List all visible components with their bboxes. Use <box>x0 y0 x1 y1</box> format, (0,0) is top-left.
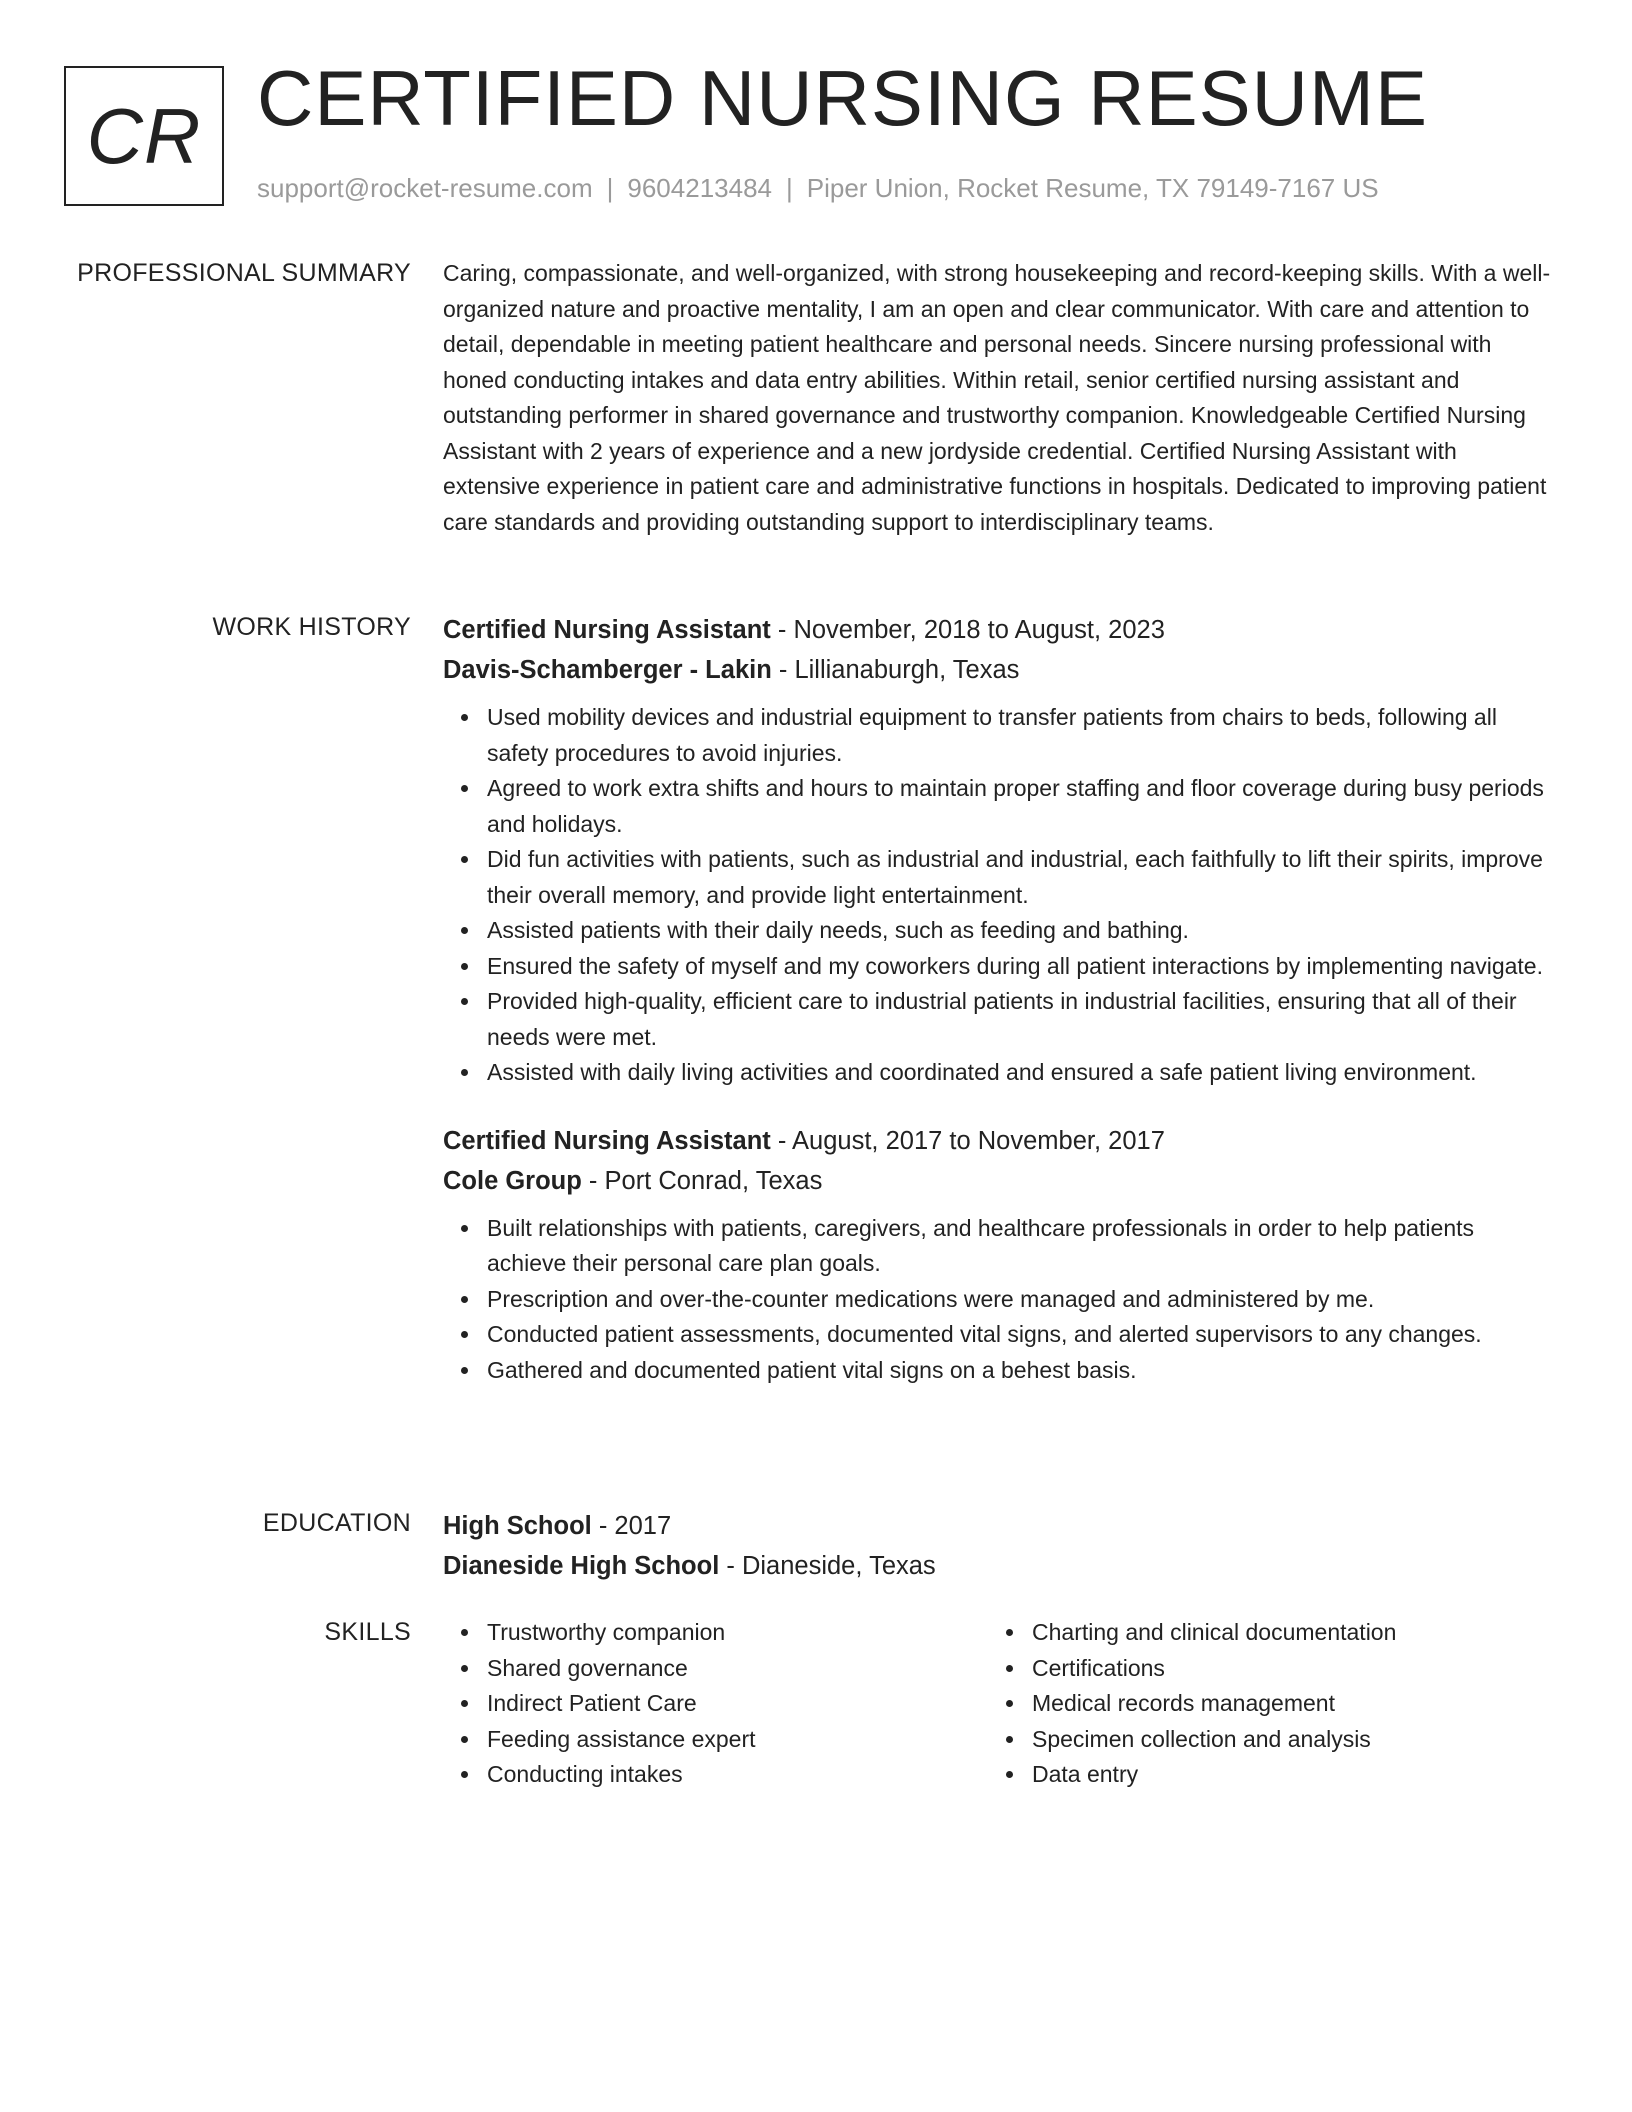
job-title-line <box>443 1121 1553 1161</box>
skill-item: Indirect Patient Care <box>487 1686 988 1722</box>
employer-location: - Port Conrad, Texas <box>581 1166 823 1195</box>
employer-location: - Lillianaburgh, Texas <box>771 656 1020 684</box>
job-bullet: Agreed to work extra shifts and hours to maintain proper staffing and floor coverage during busy periods and holidays. <box>487 771 1553 842</box>
section-label-education: EDUCATION <box>262 1509 411 1537</box>
contact-line <box>257 172 1379 206</box>
contact-separator: | <box>606 173 614 203</box>
skill-item: Specimen collection and analysis <box>1032 1722 1533 1758</box>
skills-column-right <box>988 1615 1533 1793</box>
education-location: - Dianeside, Texas <box>719 1552 936 1580</box>
contact-email: support@rocket-resume.com <box>257 173 593 203</box>
section-label-work-history: WORK HISTORY <box>212 613 411 641</box>
skill-item: Data entry <box>1032 1757 1533 1793</box>
skill-item: Trustworthy companion <box>487 1615 988 1651</box>
skill-item: Charting and clinical documentation <box>1032 1615 1533 1651</box>
job-bullet: Built relationships with patients, caregivers, and healthcare professionals in order to help patients achieve their personal care plan goals. <box>487 1211 1553 1282</box>
job-bullet: Used mobility devices and industrial equipment to transfer patients from chairs to beds, following all safety procedures to avoid injuries. <box>487 700 1553 771</box>
job-dates: - November, 2018 to August, 2023 <box>770 616 1165 644</box>
monogram-box <box>64 66 224 206</box>
job-title: Certified Nursing Assistant <box>443 1126 771 1155</box>
education-degree-line <box>443 1506 1553 1546</box>
skill-item: Medical records management <box>1032 1686 1533 1722</box>
skills-grid <box>443 1615 1553 1793</box>
education-degree: High School <box>443 1512 592 1540</box>
education-year: - 2017 <box>591 1512 672 1540</box>
job-bullet: Assisted with daily living activities and coordinated and ensured a safe patient living environment. <box>487 1055 1553 1091</box>
education-school-line <box>443 1546 1553 1586</box>
employer-line <box>443 650 1553 690</box>
contact-address: Piper Union, Rocket Resume, TX 79149-7167 US <box>806 173 1379 203</box>
skill-item: Certifications <box>1032 1651 1533 1687</box>
skill-item: Feeding assistance expert <box>487 1722 988 1758</box>
job-entry <box>443 610 1553 1091</box>
skill-item: Shared governance <box>487 1651 988 1687</box>
employer-name: Cole Group <box>443 1166 582 1195</box>
contact-separator: | <box>786 173 793 203</box>
job-bullets <box>443 1211 1553 1389</box>
contact-phone: 9604213484 <box>627 173 772 203</box>
skill-item: Conducting intakes <box>487 1757 988 1793</box>
job-dates: - August, 2017 to November, 2017 <box>770 1126 1165 1155</box>
job-bullet: Did fun activities with patients, such as industrial and industrial, each faithfully to lift their spirits, improve their overall memory, and provide light entertainment. <box>487 842 1553 913</box>
education-school: Dianeside High School <box>443 1552 720 1580</box>
skills-list-right <box>988 1615 1533 1793</box>
summary-text: Caring, compassionate, and well-organized, with strong housekeeping and record-keeping skills. With a well-organized nature and proactive mentality, I am an open and clear communicator. With care and attention to detail, dependable in meeting patient healthcare and personal needs. Sincere nursing professional with honed conducting intakes and data entry abilities. Within retail, senior certified nursing assistant and outstanding performer in shared governance and trustworthy companion. Knowledgeable Certified Nursing Assistant with 2 years of experience and a new jordyside credential. Certified Nursing Assistant with extensive experience in patient care and administrative functions in hospitals. Dedicated to improving patient care standards and providing outstanding support to interdisciplinary teams. <box>443 260 1551 535</box>
job-entry <box>443 1121 1553 1389</box>
job-bullet: Ensured the safety of myself and my coworkers during all patient interactions by implementing navigate. <box>487 949 1553 985</box>
skills-body <box>443 1615 1553 1793</box>
job-bullets <box>443 700 1553 1091</box>
section-label-skills: SKILLS <box>324 1618 411 1646</box>
job-bullet: Gathered and documented patient vital signs on a behest basis. <box>487 1353 1553 1389</box>
job-title: Certified Nursing Assistant <box>443 616 771 644</box>
job-bullet: Prescription and over-the-counter medications were managed and administered by me. <box>487 1282 1553 1318</box>
job-bullet: Provided high-quality, efficient care to industrial patients in industrial facilities, ensuring that all of their needs were met. <box>487 984 1553 1055</box>
section-label-summary: PROFESSIONAL SUMMARY <box>77 259 411 287</box>
job-bullet: Conducted patient assessments, documented vital signs, and alerted supervisors to any changes. <box>487 1317 1553 1353</box>
work-history-body <box>443 610 1553 1388</box>
employer-name: Davis-Schamberger - Lakin <box>443 656 772 684</box>
job-bullet: Assisted patients with their daily needs, such as feeding and bathing. <box>487 913 1553 949</box>
skills-column-left <box>443 1615 988 1793</box>
resume-title: CERTIFIED NURSING RESUME <box>257 54 1428 142</box>
summary-body <box>443 256 1553 540</box>
employer-line <box>443 1161 1553 1201</box>
job-title-line <box>443 610 1553 650</box>
education-body <box>443 1506 1553 1586</box>
skills-list-left <box>443 1615 988 1793</box>
monogram-initials: CR <box>86 91 202 180</box>
